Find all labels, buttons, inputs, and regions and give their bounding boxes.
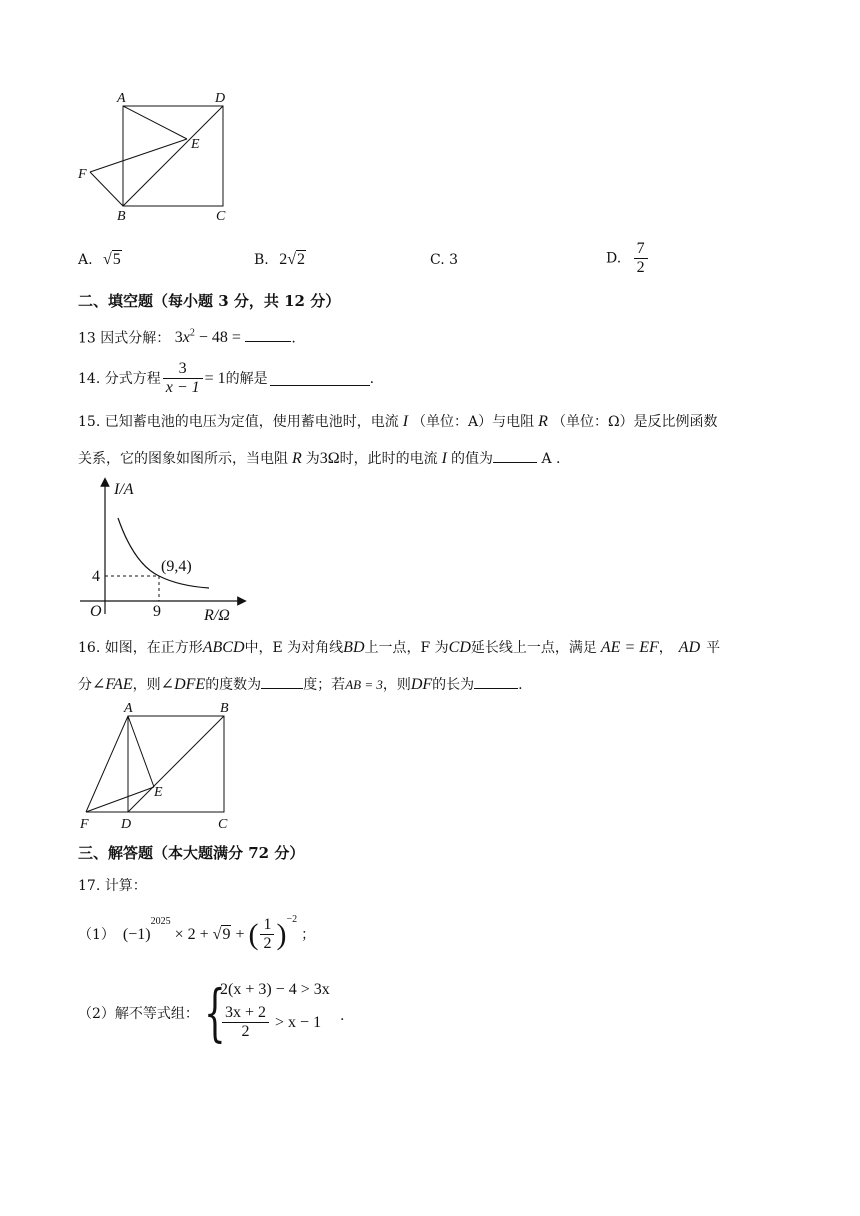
label-a: A [117, 91, 126, 106]
inequality-2: $\frac{3x + 2}{2}$ > x − 1 [220, 1004, 321, 1041]
diagonal-bd [128, 716, 224, 812]
question-16-line-1: 16. 如图，在正方形ABCD中，E 为对角线BD上一点，F 为CD延长线上一点，满足 AE = EF， AD 平 [78, 639, 721, 656]
origin-label: O [90, 603, 102, 620]
x-tick-label: 9 [153, 603, 161, 620]
inequality-1: 2(x + 3) − 4 > 3x [220, 981, 330, 998]
question-15-line-1: 15. 已知蓄电池的电压为定值，使用蓄电池时，电流 I （单位：A）与电阻 R （单位：Ω）是反比例函数 [78, 413, 718, 430]
segment-fe [86, 787, 154, 812]
option-b[interactable]: B. 2√2 [254, 251, 305, 268]
point-label: (9,4) [161, 558, 192, 575]
segment-af [86, 716, 128, 812]
q16-angle-blank[interactable] [261, 674, 303, 689]
section-2-heading: 二、填空题（每小题 3 分，共 12 分） [78, 292, 341, 310]
inverse-curve [118, 518, 209, 588]
option-b-letter: B. [254, 252, 269, 268]
x-axis-label: R/Ω [204, 607, 230, 624]
segment-ae [128, 716, 154, 787]
label-f: F [80, 817, 89, 832]
label-a: A [124, 701, 133, 716]
segment-fe [90, 139, 187, 172]
q17-part-2-label: （2）解不等式组： [78, 1006, 199, 1022]
q16-length-blank[interactable] [474, 674, 518, 689]
question-15-line-2: 关系，它的图象如图所示，当电阻 R 为3Ω时，此时的电流 I 的值为 A . [78, 450, 561, 467]
label-c: C [218, 817, 228, 832]
label-b: B [220, 701, 229, 716]
option-d-letter: D. [606, 250, 622, 267]
system-brace: { [204, 976, 226, 1049]
label-c: C [216, 209, 226, 223]
option-a[interactable]: A. √5 [78, 251, 121, 268]
label-d: D [121, 817, 132, 832]
label-e: E [191, 137, 200, 152]
q14-answer-blank[interactable] [270, 371, 370, 386]
label-d: D [215, 91, 226, 106]
question-17-label: 17. 计算： [78, 878, 147, 894]
option-b-coef: 2 [279, 251, 288, 268]
option-d[interactable] [606, 240, 650, 277]
y-tick-label: 4 [92, 568, 100, 585]
question-17-part-1: （1） (−1) $^{2025}$ × 2 + √9 + ( $\frac{1}{2}$ ) $^{-2}$ ； [78, 914, 316, 952]
label-f: F [78, 167, 87, 182]
q14-denominator: x − 1 [165, 379, 200, 396]
q13-answer-blank[interactable] [245, 327, 291, 342]
q14-numerator: 3 [178, 360, 187, 377]
label-e: E [154, 785, 163, 800]
q16-figure [74, 698, 244, 833]
option-b-radicand: 2 [296, 251, 305, 268]
q14-label: 14. 分式方程 [78, 370, 161, 387]
segment-fb [90, 172, 123, 206]
question-16-line-2: 分∠FAE，则∠DFE的度数为 度；若AB = 3，则DF的长为 . [78, 676, 523, 693]
option-c-text: C. 3 [430, 252, 459, 268]
label-b: B [117, 209, 126, 223]
option-a-letter: A. [78, 252, 93, 268]
y-axis-label: I/A [114, 481, 134, 498]
q12-figure [70, 88, 250, 223]
q15-inverse-graph [74, 474, 254, 624]
q15-answer-blank[interactable] [493, 448, 537, 463]
option-d-denominator: 2 [636, 259, 645, 276]
option-c[interactable] [430, 250, 458, 270]
question-13: 13 因式分解： $3x^2 - 48$ = . [78, 328, 296, 347]
segment-ae [123, 106, 187, 139]
section-3-heading: 三、解答题（本大题满分 72 分） [78, 844, 305, 862]
question-14: 14. 分式方程 $\frac{3}{x - 1}$ = 1 的解是 . [78, 360, 375, 396]
option-d-numerator: 7 [636, 240, 645, 257]
q13-label: 13 因式分解： [78, 330, 171, 347]
option-a-value: 5 [112, 251, 121, 268]
